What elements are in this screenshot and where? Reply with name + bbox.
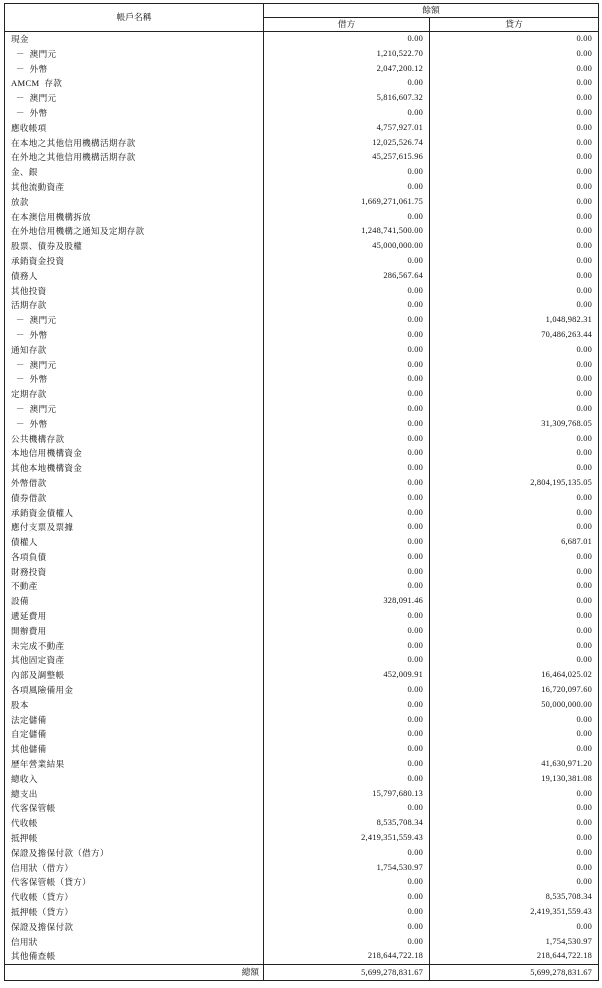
credit-cell: 16,720,097.60 — [541, 685, 593, 695]
table-row — [5, 372, 599, 387]
table-row — [5, 165, 599, 180]
credit-cell: 0.00 — [576, 181, 593, 191]
account-name-cell: 遞延費用 — [5, 609, 264, 624]
table-row — [5, 136, 599, 151]
table-row — [5, 727, 599, 742]
table-row — [5, 831, 599, 846]
table-row — [5, 254, 599, 269]
account-name-cell: 其他固定資產 — [5, 653, 264, 668]
credit-cell: 0.00 — [576, 359, 593, 369]
credit-cell: 0.00 — [576, 788, 593, 798]
account-name-cell: 其他流動資產 — [5, 180, 264, 195]
credit-cell: 0.00 — [576, 507, 593, 517]
table-row — [5, 742, 599, 757]
account-name-cell: 其他備查帳 — [5, 949, 264, 964]
table-row — [5, 432, 599, 447]
credit-cell: 0.00 — [576, 374, 593, 384]
account-name-cell: － 澳門元 — [5, 91, 264, 106]
table-row — [5, 402, 599, 417]
account-name-cell: 在本澳信用機構拆放 — [5, 210, 264, 225]
credit-cell: 0.00 — [576, 921, 593, 931]
table-row — [5, 387, 599, 402]
table-row — [5, 520, 599, 535]
account-name-cell: － 澳門元 — [5, 402, 264, 417]
debit-cell: 1,210,522.70 — [264, 47, 430, 62]
debit-cell: 0.00 — [264, 284, 430, 299]
debit-cell: 1,669,271,061.75 — [264, 195, 430, 210]
credit-cell: 0.00 — [576, 551, 593, 561]
account-name-cell: 其他投資 — [5, 284, 264, 299]
debit-cell: 0.00 — [264, 742, 430, 757]
debit-cell: 0.00 — [264, 461, 430, 476]
table-row — [5, 491, 599, 506]
credit-cell: 0.00 — [576, 93, 593, 103]
credit-cell: 0.00 — [576, 566, 593, 576]
debit-cell: 0.00 — [264, 387, 430, 402]
account-name-cell: 承銷資金投資 — [5, 254, 264, 269]
account-name-cell: 定期存款 — [5, 387, 264, 402]
table-row — [5, 106, 599, 121]
credit-cell: 0.00 — [576, 729, 593, 739]
account-name-cell: 自定儲備 — [5, 727, 264, 742]
debit-cell: 0.00 — [264, 846, 430, 861]
table-row — [5, 816, 599, 831]
credit-cell: 0.00 — [576, 48, 593, 58]
debit-cell: 15,797,680.13 — [264, 787, 430, 802]
table-row — [5, 861, 599, 876]
table-row — [5, 787, 599, 802]
debit-cell: 0.00 — [264, 757, 430, 772]
table-row — [5, 846, 599, 861]
table-row — [5, 417, 599, 432]
account-name-cell: 不動產 — [5, 579, 264, 594]
debit-cell: 0.00 — [264, 520, 430, 535]
account-name-cell: 各項負債 — [5, 550, 264, 565]
account-name-cell: － 澳門元 — [5, 313, 264, 328]
table-row — [5, 298, 599, 313]
account-name-cell: 在外地之其他信用機構活期存款 — [5, 150, 264, 165]
debit-cell: 0.00 — [264, 801, 430, 816]
credit-cell: 0.00 — [576, 625, 593, 635]
credit-cell: 0.00 — [576, 63, 593, 73]
credit-cell: 1,754,530.97 — [545, 936, 593, 946]
credit-cell: 0.00 — [576, 270, 593, 280]
credit-cell: 0.00 — [576, 167, 593, 177]
credit-cell: 0.00 — [576, 877, 593, 887]
table-row — [5, 76, 599, 91]
account-name-cell: 代收帳（貸方） — [5, 890, 264, 905]
account-name-cell: 應付支票及票據 — [5, 520, 264, 535]
credit-cell: 0.00 — [576, 241, 593, 251]
debit-cell: 1,248,741,500.00 — [264, 224, 430, 239]
account-name-cell: 債務人 — [5, 269, 264, 284]
credit-cell: 0.00 — [576, 107, 593, 117]
account-name-cell: 本地信用機構資金 — [5, 446, 264, 461]
credit-cell: 31,309,768.05 — [541, 418, 593, 428]
account-name-cell: 內部及調整帳 — [5, 668, 264, 683]
credit-cell: 0.00 — [576, 803, 593, 813]
table-row — [5, 875, 599, 890]
account-name-cell: 其他本地機構資金 — [5, 461, 264, 476]
credit-cell: 50,000,000.00 — [541, 699, 593, 709]
table-row — [5, 772, 599, 787]
table-row — [5, 565, 599, 580]
account-name-cell: 外幣借款 — [5, 476, 264, 491]
account-name-cell: 代客保管帳（貸方） — [5, 875, 264, 890]
account-name-cell: 股本 — [5, 698, 264, 713]
debit-cell: 5,816,607.32 — [264, 91, 430, 106]
table-row — [5, 683, 599, 698]
account-name-cell: － 外幣 — [5, 106, 264, 121]
account-name-cell: 歷年營業結果 — [5, 757, 264, 772]
table-row — [5, 195, 599, 210]
debit-cell: 0.00 — [264, 180, 430, 195]
debit-cell: 0.00 — [264, 890, 430, 905]
balance-header: 餘額 — [264, 4, 599, 18]
account-name-cell: 通知存款 — [5, 343, 264, 358]
account-name-cell: 債權人 — [5, 535, 264, 550]
debit-cell: 0.00 — [264, 579, 430, 594]
credit-cell: 0.00 — [576, 611, 593, 621]
debit-cell: 8,535,708.34 — [264, 816, 430, 831]
credit-cell: 2,804,195,135.05 — [530, 477, 593, 487]
debit-cell: 0.00 — [264, 935, 430, 950]
account-name-cell: 未完成不動產 — [5, 639, 264, 654]
total-row — [5, 965, 599, 981]
table-row — [5, 713, 599, 728]
credit-cell: 0.00 — [576, 463, 593, 473]
debit-cell: 0.00 — [264, 328, 430, 343]
table-row — [5, 653, 599, 668]
debit-cell: 4,757,927.01 — [264, 121, 430, 136]
debit-cell: 0.00 — [264, 875, 430, 890]
debit-cell: 0.00 — [264, 920, 430, 935]
total-label: 總額 — [5, 965, 264, 981]
debit-cell: 1,754,530.97 — [264, 861, 430, 876]
credit-cell: 0.00 — [576, 255, 593, 265]
debit-cell: 0.00 — [264, 32, 430, 47]
debit-cell: 286,567.64 — [264, 269, 430, 284]
account-name-cell: 保證及擔保付款 — [5, 920, 264, 935]
credit-cell: 0.00 — [576, 344, 593, 354]
credit-cell: 70,486,263.44 — [541, 329, 593, 339]
account-name-cell: 債券借款 — [5, 491, 264, 506]
account-name-cell: 代收帳 — [5, 816, 264, 831]
debit-cell: 0.00 — [264, 476, 430, 491]
debit-cell: 218,644,722.18 — [264, 949, 430, 964]
table-row — [5, 121, 599, 136]
table-row — [5, 668, 599, 683]
table-row — [5, 269, 599, 284]
table-row — [5, 150, 599, 165]
credit-cell: 0.00 — [576, 403, 593, 413]
account-name-cell: 設備 — [5, 594, 264, 609]
debit-cell: 0.00 — [264, 683, 430, 698]
credit-cell: 0.00 — [576, 137, 593, 147]
account-name-cell: 總收入 — [5, 772, 264, 787]
credit-cell: 0.00 — [576, 522, 593, 532]
debit-cell: 2,419,351,559.43 — [264, 831, 430, 846]
table-row — [5, 624, 599, 639]
table-row — [5, 890, 599, 905]
trial-balance-table — [4, 3, 599, 981]
table-row — [5, 905, 599, 920]
credit-cell: 16,464,025.02 — [541, 670, 593, 680]
debit-cell: 0.00 — [264, 165, 430, 180]
debit-cell: 0.00 — [264, 402, 430, 417]
debit-cell: 0.00 — [264, 550, 430, 565]
table-row — [5, 935, 599, 950]
table-row — [5, 801, 599, 816]
credit-cell: 0.00 — [576, 122, 593, 132]
debit-cell: 0.00 — [264, 210, 430, 225]
debit-cell: 452,009.91 — [264, 668, 430, 683]
credit-cell: 0.00 — [576, 300, 593, 310]
account-name-cell: － 澳門元 — [5, 47, 264, 62]
header-row-top — [5, 4, 599, 18]
table-row — [5, 358, 599, 373]
table-row — [5, 343, 599, 358]
account-name-cell: － 澳門元 — [5, 358, 264, 373]
account-name-cell: 公共機構存款 — [5, 432, 264, 447]
credit-cell: 0.00 — [576, 744, 593, 754]
debit-cell: 0.00 — [264, 343, 430, 358]
credit-cell: 0.00 — [576, 226, 593, 236]
table-row — [5, 62, 599, 77]
debit-cell: 0.00 — [264, 713, 430, 728]
debit-cell: 45,257,615.96 — [264, 150, 430, 165]
table-row — [5, 506, 599, 521]
account-name-cell: 應收帳項 — [5, 121, 264, 136]
total-debit: 5,699,278,831.67 — [264, 965, 430, 981]
debit-cell: 0.00 — [264, 76, 430, 91]
credit-cell: 0.00 — [576, 196, 593, 206]
credit-cell: 0.00 — [576, 78, 593, 88]
account-name-cell: 信用狀 — [5, 935, 264, 950]
account-name-cell: 各項風險備用金 — [5, 683, 264, 698]
table-row — [5, 32, 599, 47]
debit-cell: 0.00 — [264, 639, 430, 654]
account-name-cell: 放款 — [5, 195, 264, 210]
table-row — [5, 446, 599, 461]
account-name-cell: 其他儲備 — [5, 742, 264, 757]
account-name-cell: AMCM 存款 — [5, 76, 264, 91]
account-name-cell: 股票、債券及股權 — [5, 239, 264, 254]
debit-cell: 12,025,526.74 — [264, 136, 430, 151]
account-name-cell: 代客保管帳 — [5, 801, 264, 816]
account-name-cell: 承銷資金債權人 — [5, 506, 264, 521]
account-name-cell: 抵押帳 — [5, 831, 264, 846]
table-row — [5, 210, 599, 225]
debit-cell: 0.00 — [264, 254, 430, 269]
debit-cell: 2,047,200.12 — [264, 62, 430, 77]
debit-cell: 0.00 — [264, 491, 430, 506]
credit-cell: 0.00 — [576, 847, 593, 857]
credit-cell: 0.00 — [576, 655, 593, 665]
credit-cell: 0.00 — [576, 818, 593, 828]
debit-cell: 0.00 — [264, 535, 430, 550]
account-name-cell: － 外幣 — [5, 417, 264, 432]
table-row — [5, 224, 599, 239]
account-rows — [5, 32, 599, 965]
account-name-cell: － 外幣 — [5, 372, 264, 387]
debit-cell: 0.00 — [264, 106, 430, 121]
credit-cell: 0.00 — [576, 389, 593, 399]
table-row — [5, 91, 599, 106]
debit-cell: 0.00 — [264, 417, 430, 432]
account-name-cell: 法定儲備 — [5, 713, 264, 728]
account-name-cell: － 外幣 — [5, 328, 264, 343]
debit-cell: 45,000,000.00 — [264, 239, 430, 254]
credit-cell: 0.00 — [576, 34, 593, 43]
account-name-cell: 保證及擔保付款（借方） — [5, 846, 264, 861]
debit-cell: 0.00 — [264, 905, 430, 920]
account-name-cell: 金、銀 — [5, 165, 264, 180]
account-name-cell: 活期存款 — [5, 298, 264, 313]
account-name-cell: 信用狀（借方） — [5, 861, 264, 876]
credit-cell: 0.00 — [576, 211, 593, 221]
table-row — [5, 313, 599, 328]
debit-cell: 0.00 — [264, 298, 430, 313]
debit-cell: 0.00 — [264, 372, 430, 387]
credit-cell: 218,644,722.18 — [430, 949, 599, 964]
table-row — [5, 328, 599, 343]
credit-cell: 0.00 — [576, 596, 593, 606]
trial-balance-sheet — [4, 3, 598, 981]
debit-cell: 0.00 — [264, 432, 430, 447]
account-name-cell: 總支出 — [5, 787, 264, 802]
table-row — [5, 757, 599, 772]
account-name-cell: 開辦費用 — [5, 624, 264, 639]
table-row — [5, 284, 599, 299]
debit-cell: 0.00 — [264, 772, 430, 787]
table-row — [5, 180, 599, 195]
table-row — [5, 698, 599, 713]
credit-header: 貸方 — [430, 18, 599, 32]
table-row — [5, 920, 599, 935]
debit-cell: 0.00 — [264, 624, 430, 639]
credit-cell: 0.00 — [576, 640, 593, 650]
table-row — [5, 609, 599, 624]
debit-cell: 0.00 — [264, 313, 430, 328]
total-credit: 5,699,278,831.67 — [430, 965, 599, 981]
table-row — [5, 550, 599, 565]
table-row — [5, 639, 599, 654]
debit-cell: 0.00 — [264, 653, 430, 668]
debit-cell: 0.00 — [264, 698, 430, 713]
account-name-cell: 在本地之其他信用機構活期存款 — [5, 136, 264, 151]
table-row — [5, 461, 599, 476]
credit-cell: 41,630,971.20 — [541, 759, 593, 769]
account-name-header: 帳戶名稱 — [5, 4, 264, 32]
credit-cell: 1,048,982.31 — [545, 315, 593, 325]
table-row — [5, 579, 599, 594]
debit-cell: 328,091.46 — [264, 594, 430, 609]
table-row — [5, 47, 599, 62]
credit-cell: 0.00 — [576, 448, 593, 458]
debit-cell: 0.00 — [264, 565, 430, 580]
credit-cell: 0.00 — [576, 581, 593, 591]
table-row — [5, 949, 599, 964]
credit-cell: 19,130,381.08 — [541, 773, 593, 783]
table-row — [5, 535, 599, 550]
debit-header: 借方 — [264, 18, 430, 32]
account-name-cell: 抵押帳（貸方） — [5, 905, 264, 920]
table-row — [5, 239, 599, 254]
debit-cell: 0.00 — [264, 609, 430, 624]
credit-cell: 8,535,708.34 — [545, 892, 593, 902]
account-name-cell: 財務投資 — [5, 565, 264, 580]
credit-cell: 0.00 — [576, 833, 593, 843]
credit-cell: 0.00 — [576, 433, 593, 443]
account-name-cell: － 外幣 — [5, 62, 264, 77]
credit-cell: 6,687.01 — [561, 537, 593, 547]
credit-cell: 0.00 — [576, 714, 593, 724]
credit-cell: 0.00 — [576, 152, 593, 162]
table-row — [5, 476, 599, 491]
debit-cell: 0.00 — [264, 506, 430, 521]
account-name-cell: 在外地信用機構之通知及定期存款 — [5, 224, 264, 239]
credit-cell: 0.00 — [576, 492, 593, 502]
credit-cell: 0.00 — [576, 285, 593, 295]
debit-cell: 0.00 — [264, 727, 430, 742]
table-row — [5, 594, 599, 609]
credit-cell: 2,419,351,559.43 — [530, 907, 593, 917]
debit-cell: 0.00 — [264, 446, 430, 461]
debit-cell: 0.00 — [264, 358, 430, 373]
account-name-cell: 現金 — [5, 32, 264, 47]
credit-cell: 0.00 — [576, 862, 593, 872]
